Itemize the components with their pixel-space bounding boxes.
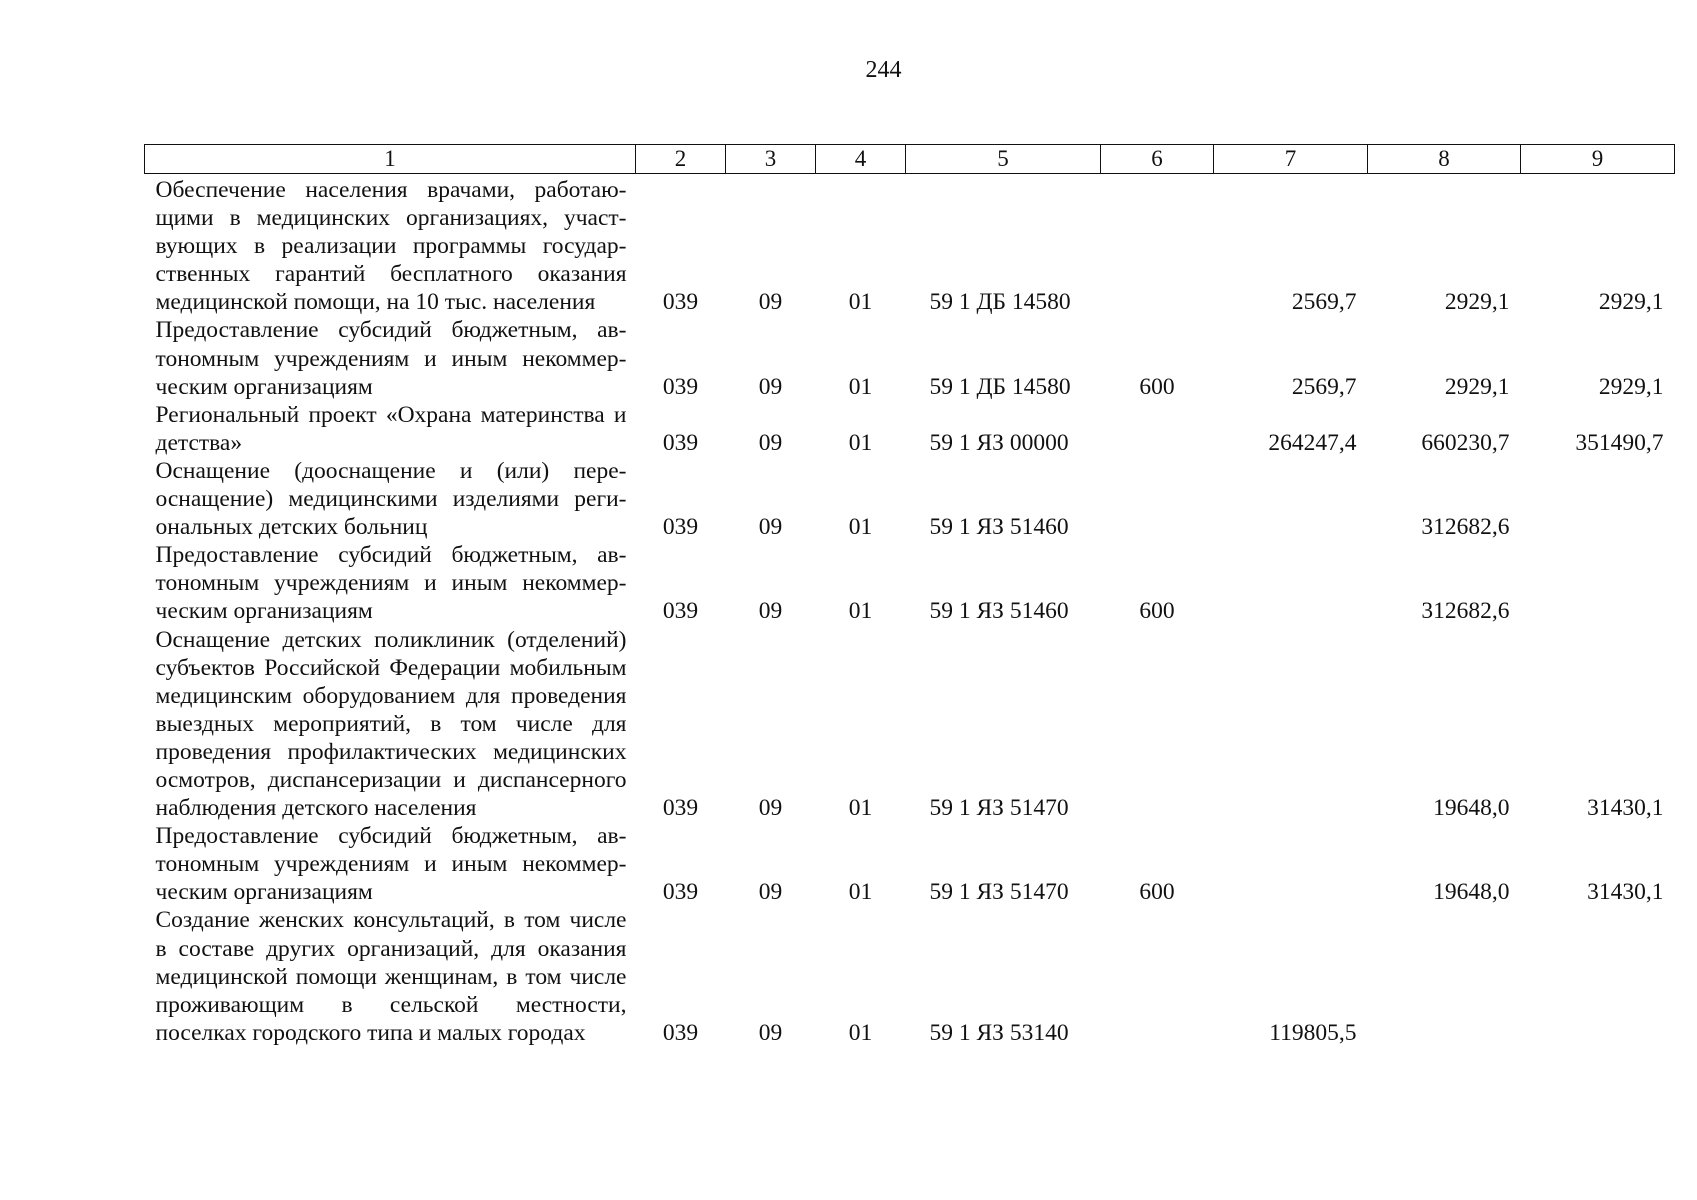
table-row (145, 174, 1675, 317)
header-col-5: 5 (906, 145, 1101, 174)
row-section: 09 (758, 373, 783, 400)
row-value-8: 312682,6 (1421, 514, 1510, 541)
table-row (145, 457, 1675, 541)
budget-table (144, 144, 1675, 1047)
row-subsection: 01 (848, 598, 873, 625)
row-value-7 (1214, 457, 1368, 541)
row-target: 59 1 ДБ 14580 (929, 289, 1071, 316)
row-value-7: 119805,5 (1269, 1019, 1357, 1046)
row-section: 09 (758, 598, 783, 625)
row-ministry: 039 (662, 429, 699, 456)
row-name: Предоставление субсидий бюджетным, автономным учреждениям и иным некоммерческим организациям (155, 823, 627, 906)
header-col-7: 7 (1214, 145, 1368, 174)
header-col-3: 3 (726, 145, 816, 174)
header-col-8: 8 (1368, 145, 1521, 174)
table-row (145, 906, 1675, 1046)
row-target: 59 1 ЯЗ 53140 (929, 1019, 1069, 1046)
row-section: 09 (758, 795, 783, 822)
row-value-9: 31430,1 (1587, 795, 1664, 822)
row-expense-type (1101, 626, 1214, 823)
row-name: Создание женских консультаций, в том числе в составе других организаций, для оказания медицинской помощи женщинам, в том числе проживающим в сельской местности, поселках городского типа и малых городах (155, 907, 627, 1046)
row-subsection: 01 (848, 289, 873, 316)
row-ministry: 039 (662, 373, 699, 400)
row-value-8: 312682,6 (1421, 598, 1510, 625)
row-ministry: 039 (662, 1019, 699, 1046)
row-value-9 (1521, 457, 1675, 541)
table-row (145, 401, 1675, 457)
table-row (145, 822, 1675, 906)
header-col-2: 2 (636, 145, 726, 174)
row-expense-type (1101, 401, 1214, 457)
row-value-9: 2929,1 (1598, 373, 1664, 400)
header-col-4: 4 (816, 145, 906, 174)
row-name: Предоставление субсидий бюджетным, автономным учреждениям и иным некоммерческим организациям (155, 317, 627, 400)
row-value-9: 351490,7 (1575, 429, 1664, 456)
row-ministry: 039 (662, 514, 699, 541)
row-value-8: 660230,7 (1421, 429, 1510, 456)
row-target: 59 1 ЯЗ 51470 (929, 879, 1069, 906)
row-value-8: 19648,0 (1433, 879, 1510, 906)
row-section: 09 (758, 514, 783, 541)
page-number: 244 (865, 57, 902, 83)
row-name: Предоставление субсидий бюджетным, автономным учреждениям и иным некоммерческим организациям (155, 542, 627, 625)
row-name: Оснащение (дооснащение и (или) переоснащение) медицинскими изделиями региональных детских больниц (155, 457, 627, 541)
header-col-6: 6 (1101, 145, 1214, 174)
row-expense-type: 600 (1139, 598, 1175, 625)
row-target: 59 1 ЯЗ 00000 (929, 429, 1069, 456)
row-name: Обеспечение населения врачами, работающими в медицинских организациях, участвующих в реализации программы государственных гарантий бесплатного оказания медицинской помощи, на 10 тыс. населения (155, 177, 627, 316)
table-row (145, 541, 1675, 625)
row-subsection: 01 (848, 795, 873, 822)
row-target: 59 1 ДБ 14580 (929, 373, 1071, 400)
row-expense-type (1101, 906, 1214, 1046)
row-value-7 (1214, 541, 1368, 625)
table-header-row (145, 145, 1675, 174)
row-ministry: 039 (662, 289, 699, 316)
row-value-8: 19648,0 (1433, 795, 1510, 822)
row-section: 09 (758, 1019, 783, 1046)
row-value-7: 2569,7 (1291, 373, 1357, 400)
row-value-9 (1521, 906, 1675, 1046)
row-value-9 (1521, 541, 1675, 625)
row-name: Региональный проект «Охрана материнства и детства» (155, 401, 627, 456)
row-subsection: 01 (848, 1019, 873, 1046)
row-value-8: 2929,1 (1444, 373, 1510, 400)
row-subsection: 01 (848, 429, 873, 456)
row-value-7 (1214, 626, 1368, 823)
row-ministry: 039 (662, 879, 699, 906)
row-section: 09 (758, 289, 783, 316)
row-ministry: 039 (662, 598, 699, 625)
row-value-7: 2569,7 (1291, 289, 1357, 316)
row-ministry: 039 (662, 795, 699, 822)
row-target: 59 1 ЯЗ 51470 (929, 795, 1069, 822)
row-value-9: 2929,1 (1598, 289, 1664, 316)
row-value-7 (1214, 822, 1368, 906)
row-expense-type (1101, 457, 1214, 541)
row-section: 09 (758, 879, 783, 906)
row-subsection: 01 (848, 514, 873, 541)
row-subsection: 01 (848, 373, 873, 400)
row-expense-type: 600 (1139, 879, 1175, 906)
row-name: Оснащение детских поликлиник (отделений) субъектов Российской Федерации мобильным медицинским оборудованием для проведения выездных мероприятий, в том числе для проведения профилактических медицинских осмотров, диспансеризации и диспансерного наблюдения детского населения (155, 626, 627, 822)
row-expense-type (1101, 174, 1214, 317)
table-row (145, 626, 1675, 823)
header-col-1: 1 (145, 145, 636, 174)
row-target: 59 1 ЯЗ 51460 (929, 514, 1069, 541)
row-value-7: 264247,4 (1268, 429, 1357, 456)
row-expense-type: 600 (1139, 373, 1175, 400)
row-target: 59 1 ЯЗ 51460 (929, 598, 1069, 625)
row-subsection: 01 (848, 879, 873, 906)
table-row (145, 316, 1675, 400)
row-value-8: 2929,1 (1444, 289, 1510, 316)
row-section: 09 (758, 429, 783, 456)
row-value-8 (1368, 906, 1521, 1046)
header-col-9: 9 (1521, 145, 1675, 174)
row-value-9: 31430,1 (1587, 879, 1664, 906)
